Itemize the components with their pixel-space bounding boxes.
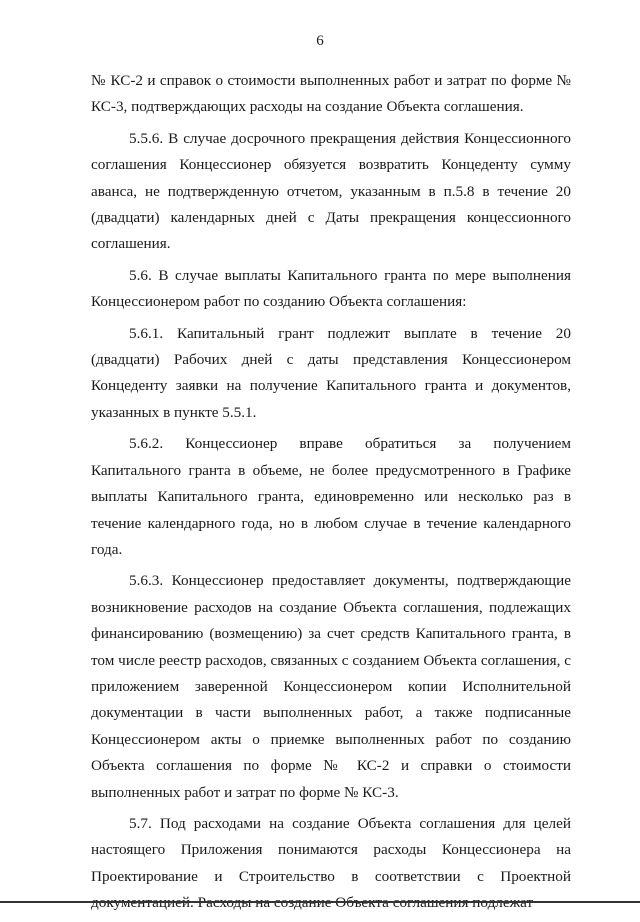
paragraph-5-6-2: 5.6.2. Концессионер вправе обратиться за получением Капитального гранта в объеме, не более предусмотренного в Графике выплаты Капитального гранта, единовременно или несколько раз в течение календарного года, но в любом случае в течение календарного года.: [91, 435, 571, 558]
scan-bottom-edge: [0, 901, 640, 903]
paragraph-5-6: 5.6. В случае выплаты Капитального гранта по мере выполнения Концессионером работ по созданию Объекта соглашения:: [91, 266, 571, 311]
paragraph-5-6-1: 5.6.1. Капитальный грант подлежит выплате в течение 20 (двадцати) Рабочих дней с даты представления Концессионером Концеденту заявки на получение Капитального гранта и документов, указанных в пункте 5.5.1.: [91, 324, 571, 421]
paragraph-5-5-6: 5.5.6. В случае досрочного прекращения действия Концессионного соглашения Концессионер обязуется возвратить Концеденту сумму аванса, не подтвержденную отчетом, указанным в п.5.8 в течение 20 (двадцати) календарных дней с Даты прекращения концессионного соглашения.: [91, 129, 571, 253]
paragraph-5-7: 5.7. Под расходами на создание Объекта соглашения для целей настоящего Приложения понимаются расходы Концессионера на Проектирование и Строительство в соответствии с Проектной: [91, 814, 571, 885]
page-number: 6: [316, 33, 324, 49]
paragraph-5-6-3: 5.6.3. Концессионер предоставляет документы, подтверждающие возникновение расходов на создание Объекта соглашения, подлежащих финансированию (возмещению) за счет средств Капитального гранта, в том числе реестр расходов, связанных с созданием Объекта соглашения, с приложением заверенной Концессионером копии Исполнительной документации в части выполненных работ, а также подписанные Концессионером акты о приемке выполненных работ по созданию Объекта соглашения по форме № КС-2 и справки о стоимости выполненных работ и затрат по форме № КС-3.: [91, 572, 571, 801]
paragraph-continuation: № КС-2 и справок о стоимости выполненных работ и затрат по форме № КС-3, подтверждающих расходы на создание Объекта соглашения.: [91, 72, 571, 116]
document-body: [91, 68, 571, 922]
